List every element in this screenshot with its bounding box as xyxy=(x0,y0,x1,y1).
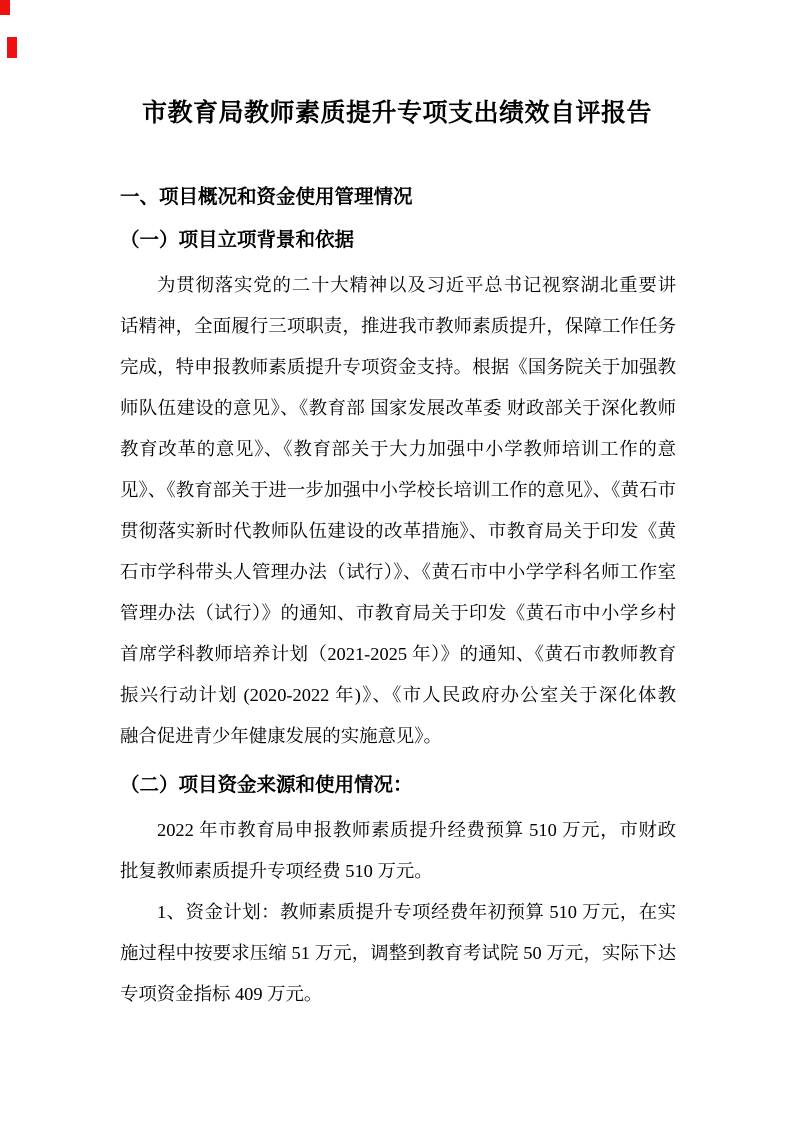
body-line: 振兴行动计划 (2020-2022 年)》、《市人民政府办公室关于深化体教 xyxy=(120,685,676,705)
document-title: 市教育局教师素质提升专项支出绩效自评报告 xyxy=(141,100,652,127)
body-line: 教育改革的意见》、《教育部关于大力加强中小学教师培训工作的意 xyxy=(120,439,676,459)
body-line: 批复教师素质提升专项经费 510 万元。 xyxy=(120,861,433,881)
section-heading: 一、项目概况和资金使用管理情况 xyxy=(120,186,413,208)
body-line: 为贯彻落实党的二十大精神以及习近平总书记视察湖北重要讲 xyxy=(157,275,676,295)
body-line: 1、资金计划：教师素质提升专项经费年初预算 510 万元，在实 xyxy=(157,902,676,922)
subsection-heading: （一）项目立项背景和依据 xyxy=(120,229,355,251)
body-line: 师队伍建设的意见》、《教育部 国家发展改革委 财政部关于深化教师 xyxy=(120,398,676,418)
body-line: 管理办法（试行）》的通知、市教育局关于印发《黄石市中小学乡村 xyxy=(120,603,676,623)
red-artifact-mark-top xyxy=(0,0,10,15)
red-artifact-mark-bottom xyxy=(7,37,17,58)
body-line: 完成，特申报教师素质提升专项资金支持。根据《国务院关于加强教 xyxy=(120,357,676,377)
subsection-heading: （二）项目资金来源和使用情况： xyxy=(120,774,413,796)
body-line: 施过程中按要求压缩 51 万元，调整到教育考试院 50 万元，实际下达 xyxy=(120,943,676,963)
body-line: 石市学科带头人管理办法（试行）》、《黄石市中小学学科名师工作室 xyxy=(120,562,676,582)
body-line: 专项资金指标 409 万元。 xyxy=(120,984,323,1004)
body-line: 首席学科教师培养计划（2021-2025 年）》的通知、《黄石市教师教育 xyxy=(120,644,676,664)
body-line: 见》、《教育部关于进一步加强中小学校长培训工作的意见》、《黄石市 xyxy=(120,480,676,500)
body-line: 融合促进青少年健康发展的实施意见》。 xyxy=(120,726,442,746)
body-line: 话精神，全面履行三项职责，推进我市教师素质提升，保障工作任务 xyxy=(120,316,676,336)
body-line: 2022 年市教育局申报教师素质提升经费预算 510 万元，市财政 xyxy=(157,820,676,840)
document-body xyxy=(120,177,676,1015)
body-line: 贯彻落实新时代教师队伍建设的改革措施》、市教育局关于印发《黄 xyxy=(120,521,676,541)
